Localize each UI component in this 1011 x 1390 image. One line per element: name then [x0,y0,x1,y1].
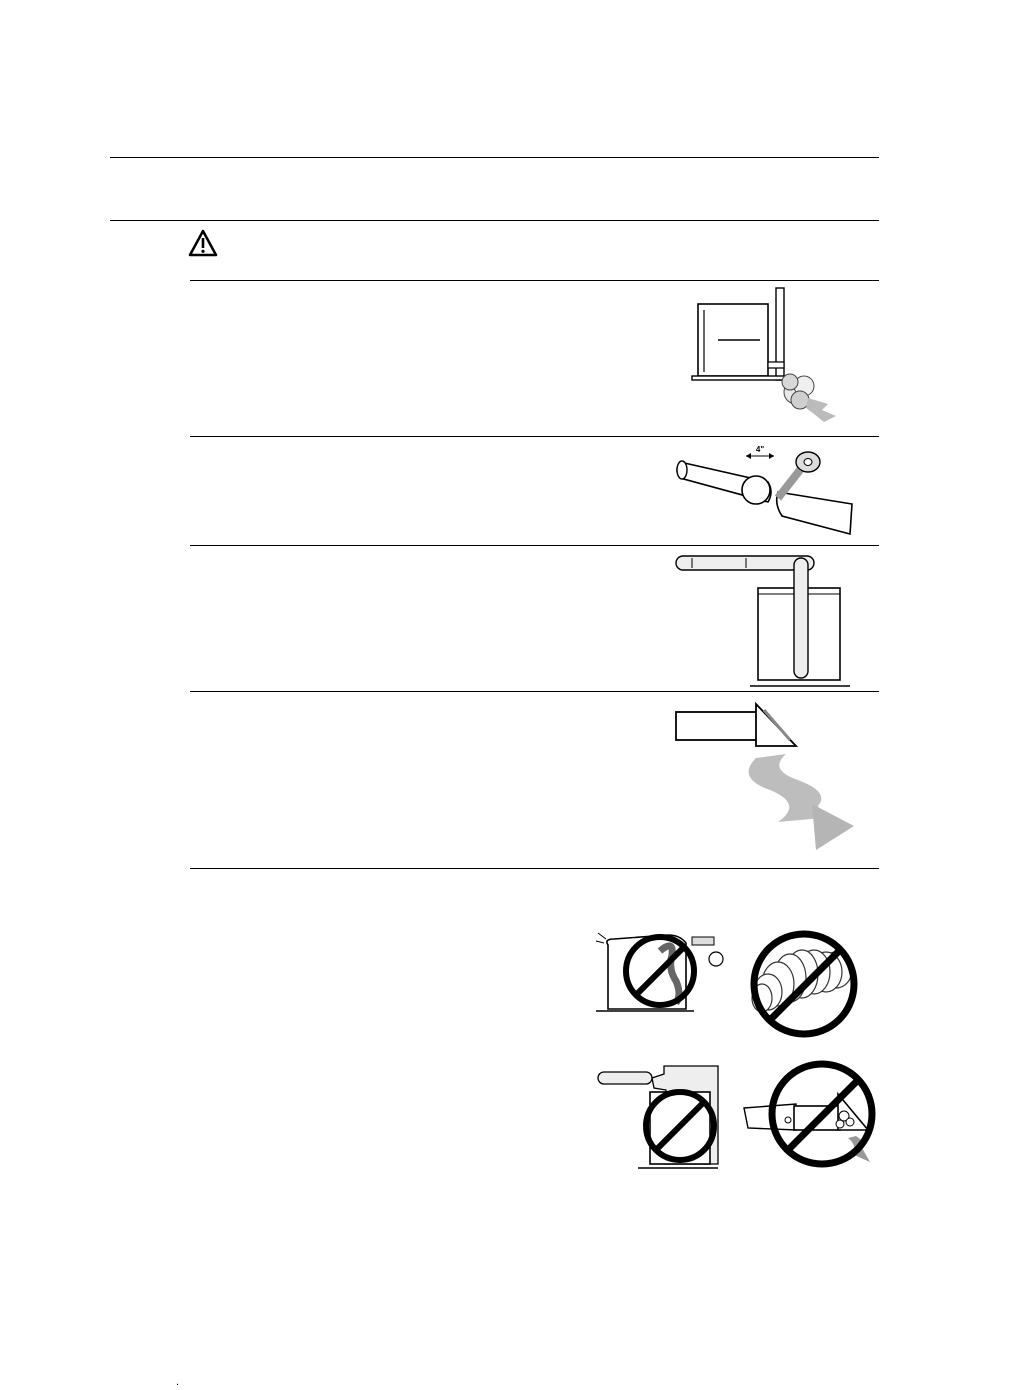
prohibited-duct-over-dryer-illustration [594,1060,734,1172]
section-rule-3 [190,545,879,546]
dimension-label: 4" [755,445,765,454]
warning-triangle-icon [188,229,218,257]
header-bottom-rule [110,220,879,221]
section-rule-5 [190,868,879,869]
section-rule-4 [190,691,879,692]
footer-mark: . [176,1376,180,1388]
section-rule-1 [190,280,879,281]
prohibited-clogged-hood-illustration [744,1058,884,1172]
dryer-lint-illustration [690,286,840,426]
header-top-rule [110,157,879,158]
prohibited-foil-duct-illustration [746,928,864,1038]
section-rule-2 [190,436,879,437]
exhaust-hood-airflow-illustration [672,700,858,852]
duct-routing-illustration [672,552,856,690]
duct-tape-joint-illustration [670,442,860,542]
prohibited-crushed-duct-illustration [594,925,734,1015]
